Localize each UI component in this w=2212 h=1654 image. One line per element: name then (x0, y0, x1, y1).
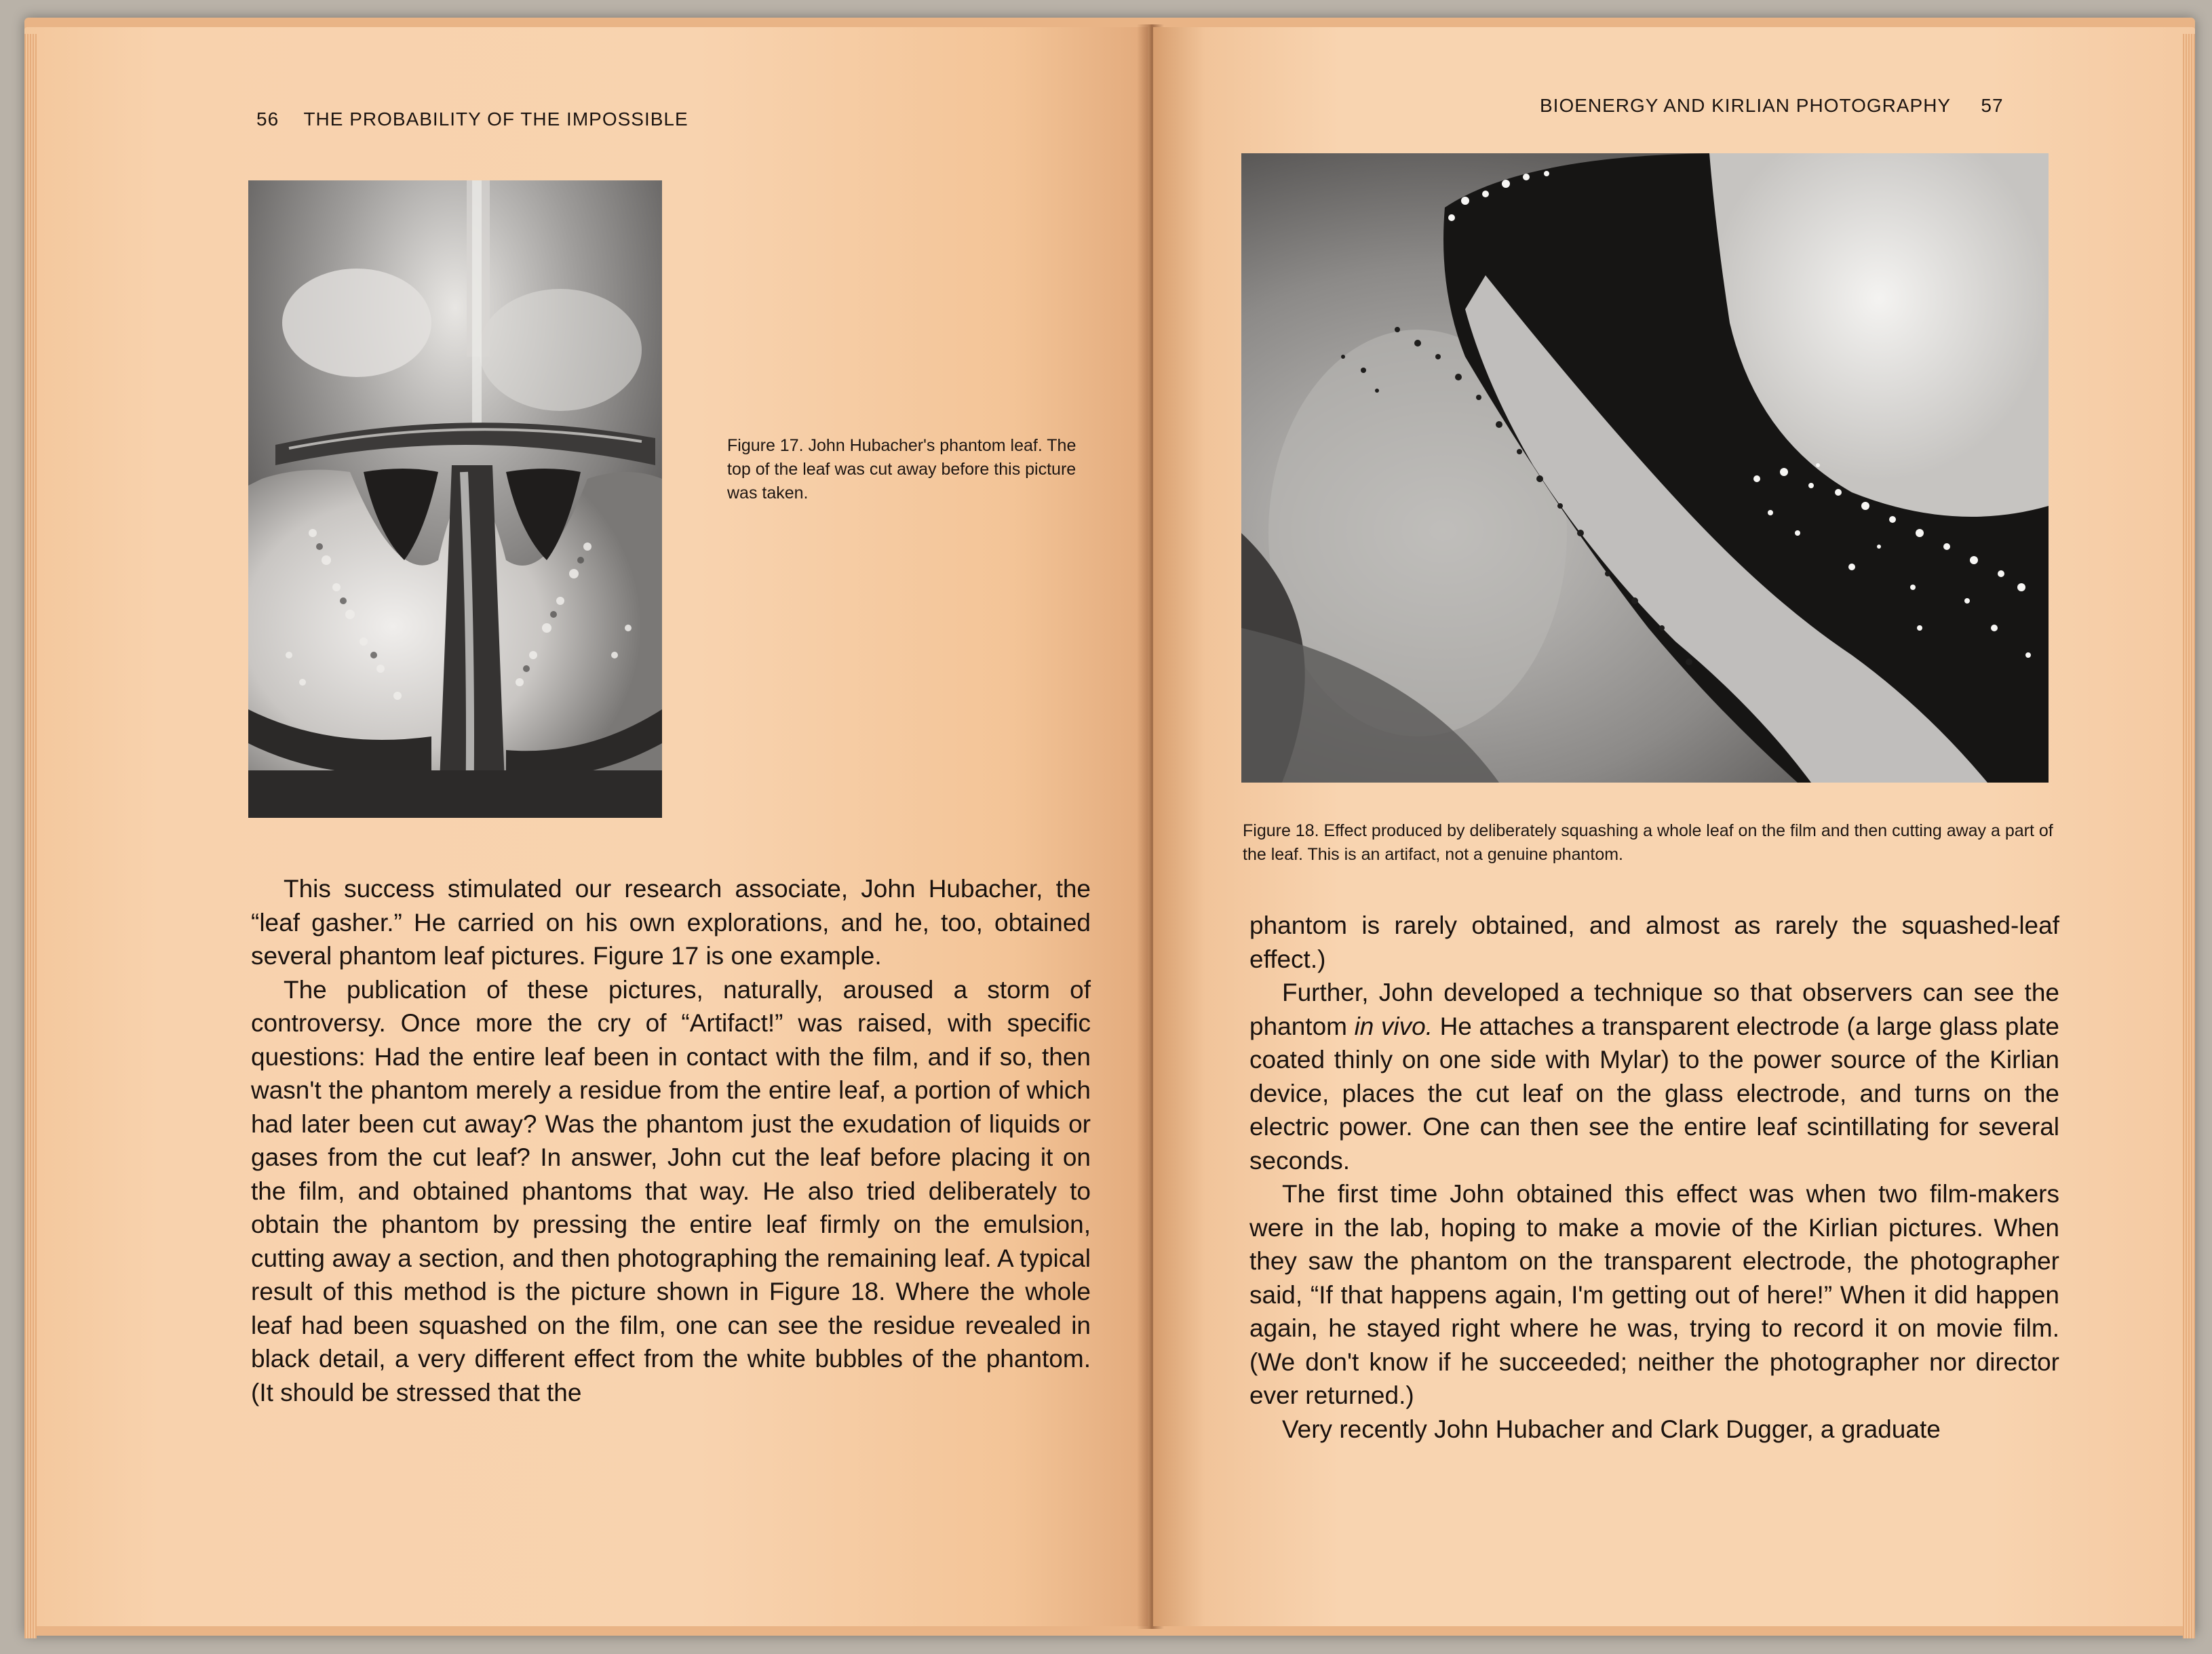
left-page-number: 56 (256, 109, 279, 130)
right-paragraph-3: The first time John obtained this effect was when two film-makers were in the lab, hoping to make a movie of the Kirlian pictures. When they saw the phantom on the transparent electrode, the photographer said, “If that happens again, I'm getting out of here!” When it did happen again, he stayed right where he was, trying to record it on movie film. (We don't know if he succeeded; neither the photographer nor director ever returned.) (1249, 1180, 2059, 1409)
page-edge-right (2183, 34, 2195, 1638)
right-page-body-text (1249, 909, 2059, 1446)
open-book (24, 18, 2195, 1636)
left-running-head-title: THE PROBABILITY OF THE IMPOSSIBLE (303, 109, 688, 130)
right-running-head (1540, 95, 2004, 117)
right-paragraph-1: phantom is rarely obtained, and almost as rarely the squashed-leaf effect.) (1249, 911, 2059, 973)
page-edge-left (24, 34, 37, 1638)
left-paragraph-2: The publication of these pictures, naturally, aroused a storm of controversy. Once more the cry of “Artifact!” was raised, with specific questions: Had the entire leaf been in contact with the film, and if so, then wasn't the phantom merely a residue from the entire leaf, a portion of which had later been cut away? Was the phantom just the exudation of liquids or gases from the cut leaf? In answer, John cut the leaf before placing it on the film, and obtained phantoms that way. He also tried deliberately to obtain the phantom by pressing the entire leaf firmly on the emulsion, cutting away a section, and then photographing the remaining leaf. A typical result of this method is the picture shown in Figure 18. Where the whole leaf had been squashed on the film, one can see the residue revealed in black detail, a very different effect from the white bubbles of the phantom. (It should be stressed that the (251, 975, 1091, 1406)
figure-18-squashed-leaf-photo (1241, 153, 2049, 783)
right-paragraph-2-end: He attaches a transparent electrode (a large glass plate coated thinly on one side with Mylar) to the power source of the Kirlian device, places the cut leaf on the glass electrode, and turns on the electric power. One can then see the entire leaf scintillating for several seconds. (1249, 1012, 2059, 1175)
right-running-head-title: BIOENERGY AND KIRLIAN PHOTOGRAPHY (1540, 95, 1951, 116)
right-paragraph-2 (1249, 976, 2059, 1177)
right-paragraph-2-italic: in vivo. (1354, 1012, 1433, 1040)
left-paragraph-1: This success stimulated our research associate, John Hubacher, the “leaf gasher.” He carried on his own explorations, and he, too, obtained several phantom leaf pictures. Figure 17 is one example. (251, 875, 1091, 970)
left-page-body-text (251, 872, 1091, 1409)
left-running-head (256, 109, 688, 130)
right-page-number: 57 (1981, 95, 2004, 116)
figure-17-phantom-leaf-photo (248, 180, 662, 818)
figure-17-caption: Figure 17. John Hubacher's phantom leaf. The top of the leaf was cut away before this picture was taken. (727, 436, 1076, 503)
left-page (24, 27, 1148, 1626)
figure-18-caption: Figure 18. Effect produced by deliberately squashing a whole leaf on the film and then cutting away a part of the leaf. This is an artifact, not a genuine phantom. (1243, 821, 2053, 864)
right-page (1153, 27, 2195, 1626)
right-paragraph-4: Very recently John Hubacher and Clark Dugger, a graduate (1282, 1415, 1941, 1443)
right-paragraph-2-start: Further, John developed a technique so that observers can see the phantom (1249, 979, 2059, 1040)
